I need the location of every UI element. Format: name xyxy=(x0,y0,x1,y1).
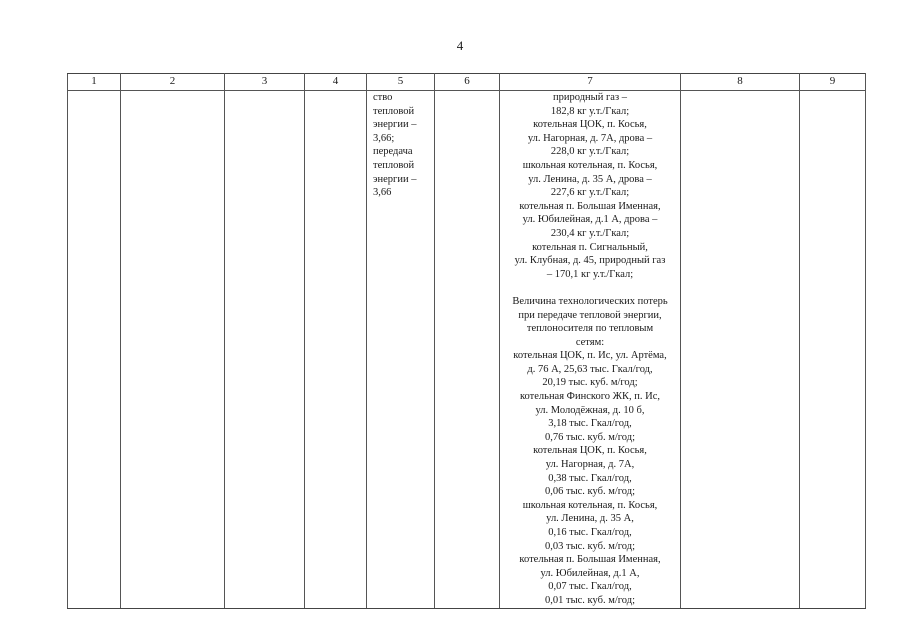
column-header-1: 1 xyxy=(68,74,121,91)
text-line: ул. Нагорная, д. 7А, xyxy=(545,459,635,471)
text-line: природный газ – xyxy=(553,92,627,103)
blank-line xyxy=(500,281,680,295)
text-line: 0,76 тыс. куб. м/год; xyxy=(544,431,636,443)
text-line: котельная п. Сигнальный, xyxy=(532,241,648,253)
text-line: 0,06 тыс. куб. м/год; xyxy=(544,486,636,498)
text-line: ство xyxy=(373,92,393,103)
text-line: 0,03 тыс. куб. м/год; xyxy=(544,540,636,552)
text-line: ул. Ленина, д. 35 А, дрова – xyxy=(528,173,652,185)
text-line: 3,66; xyxy=(373,132,395,144)
text-line: ул. Молодёжная, д. 10 б, xyxy=(535,404,645,416)
cell-col-5 xyxy=(367,91,435,609)
text-line: сетям: xyxy=(575,336,605,348)
text-line: 0,01 тыс. куб. м/год; xyxy=(544,594,636,606)
text-line: 228,0 кг у.т./Гкал; xyxy=(550,146,630,158)
text-line: ул. Клубная, д. 45, природный газ xyxy=(514,255,666,267)
column-header-5: 5 xyxy=(367,74,435,91)
column-header-4: 4 xyxy=(305,74,367,91)
cell-col-8 xyxy=(681,91,800,609)
cell-col-4 xyxy=(305,91,367,609)
text-line: 3,18 тыс. Гкал/год, xyxy=(548,418,632,430)
text-line: котельная Финского ЖК, п. Ис, xyxy=(519,391,661,403)
text-line: д. 76 А, 25,63 тыс. Гкал/год, xyxy=(527,363,653,375)
text-line: 3,66 xyxy=(373,187,392,199)
col7-text-block xyxy=(500,91,680,608)
column-header-7: 7 xyxy=(500,74,681,91)
text-line: тепловой xyxy=(373,105,415,117)
text-line: ул. Юбилейная, д.1 А, xyxy=(540,567,640,579)
column-header-2: 2 xyxy=(121,74,225,91)
page-number: 4 xyxy=(456,38,464,53)
text-line: при передаче тепловой энергии, xyxy=(518,309,662,321)
text-line: теплоносителя по тепловым xyxy=(526,323,654,335)
text-line: 182,8 кг у.т./Гкал; xyxy=(550,105,630,117)
text-line: 230,4 кг у.т./Гкал; xyxy=(550,227,630,239)
cell-col-9 xyxy=(800,91,866,609)
text-line: 227,6 кг у.т./Гкал; xyxy=(550,187,630,199)
column-header-8: 8 xyxy=(681,74,800,91)
text-line: 20,19 тыс. куб. м/год; xyxy=(542,377,638,389)
cell-col-7 xyxy=(500,91,681,609)
cell-col-2 xyxy=(121,91,225,609)
cell-col-3 xyxy=(225,91,305,609)
text-line: передача xyxy=(373,146,413,158)
text-line: ул. Ленина, д. 35 А, xyxy=(546,513,634,525)
text-line: ул. Нагорная, д. 7А, дрова – xyxy=(527,132,653,144)
column-header-6: 6 xyxy=(435,74,500,91)
text-line: котельная ЦОК, п. Ис, ул. Артёма, xyxy=(513,350,667,362)
text-line: 0,16 тыс. Гкал/год, xyxy=(548,527,632,538)
cell-col-1 xyxy=(68,91,121,609)
header-row xyxy=(68,74,866,91)
col5-text-block xyxy=(367,91,434,200)
text-line: 0,38 тыс. Гкал/год, xyxy=(548,472,632,484)
text-line: тепловой xyxy=(373,159,415,171)
text-line: Величина технологических потерь xyxy=(512,295,668,307)
data-table xyxy=(67,73,866,609)
text-line: школьная котельная, п. Косья, xyxy=(522,499,658,511)
text-line: ул. Юбилейная, д.1 А, дрова – xyxy=(522,214,658,226)
text-line: котельная ЦОК, п. Косья, xyxy=(533,445,647,457)
column-header-3: 3 xyxy=(225,74,305,91)
text-line: котельная п. Большая Именная, xyxy=(519,554,661,566)
text-line: котельная п. Большая Именная, xyxy=(519,200,661,212)
text-line: 0,07 тыс. Гкал/год, xyxy=(548,581,632,593)
text-line: энергии – xyxy=(373,119,417,131)
table-row xyxy=(68,91,866,609)
cell-col-6 xyxy=(435,91,500,609)
column-header-9: 9 xyxy=(800,74,866,91)
text-line: энергии – xyxy=(373,173,417,185)
text-line: – 170,1 кг у.т./Гкал; xyxy=(546,268,634,280)
text-line: котельная ЦОК, п. Косья, xyxy=(533,119,647,131)
text-line: школьная котельная, п. Косья, xyxy=(522,159,658,171)
